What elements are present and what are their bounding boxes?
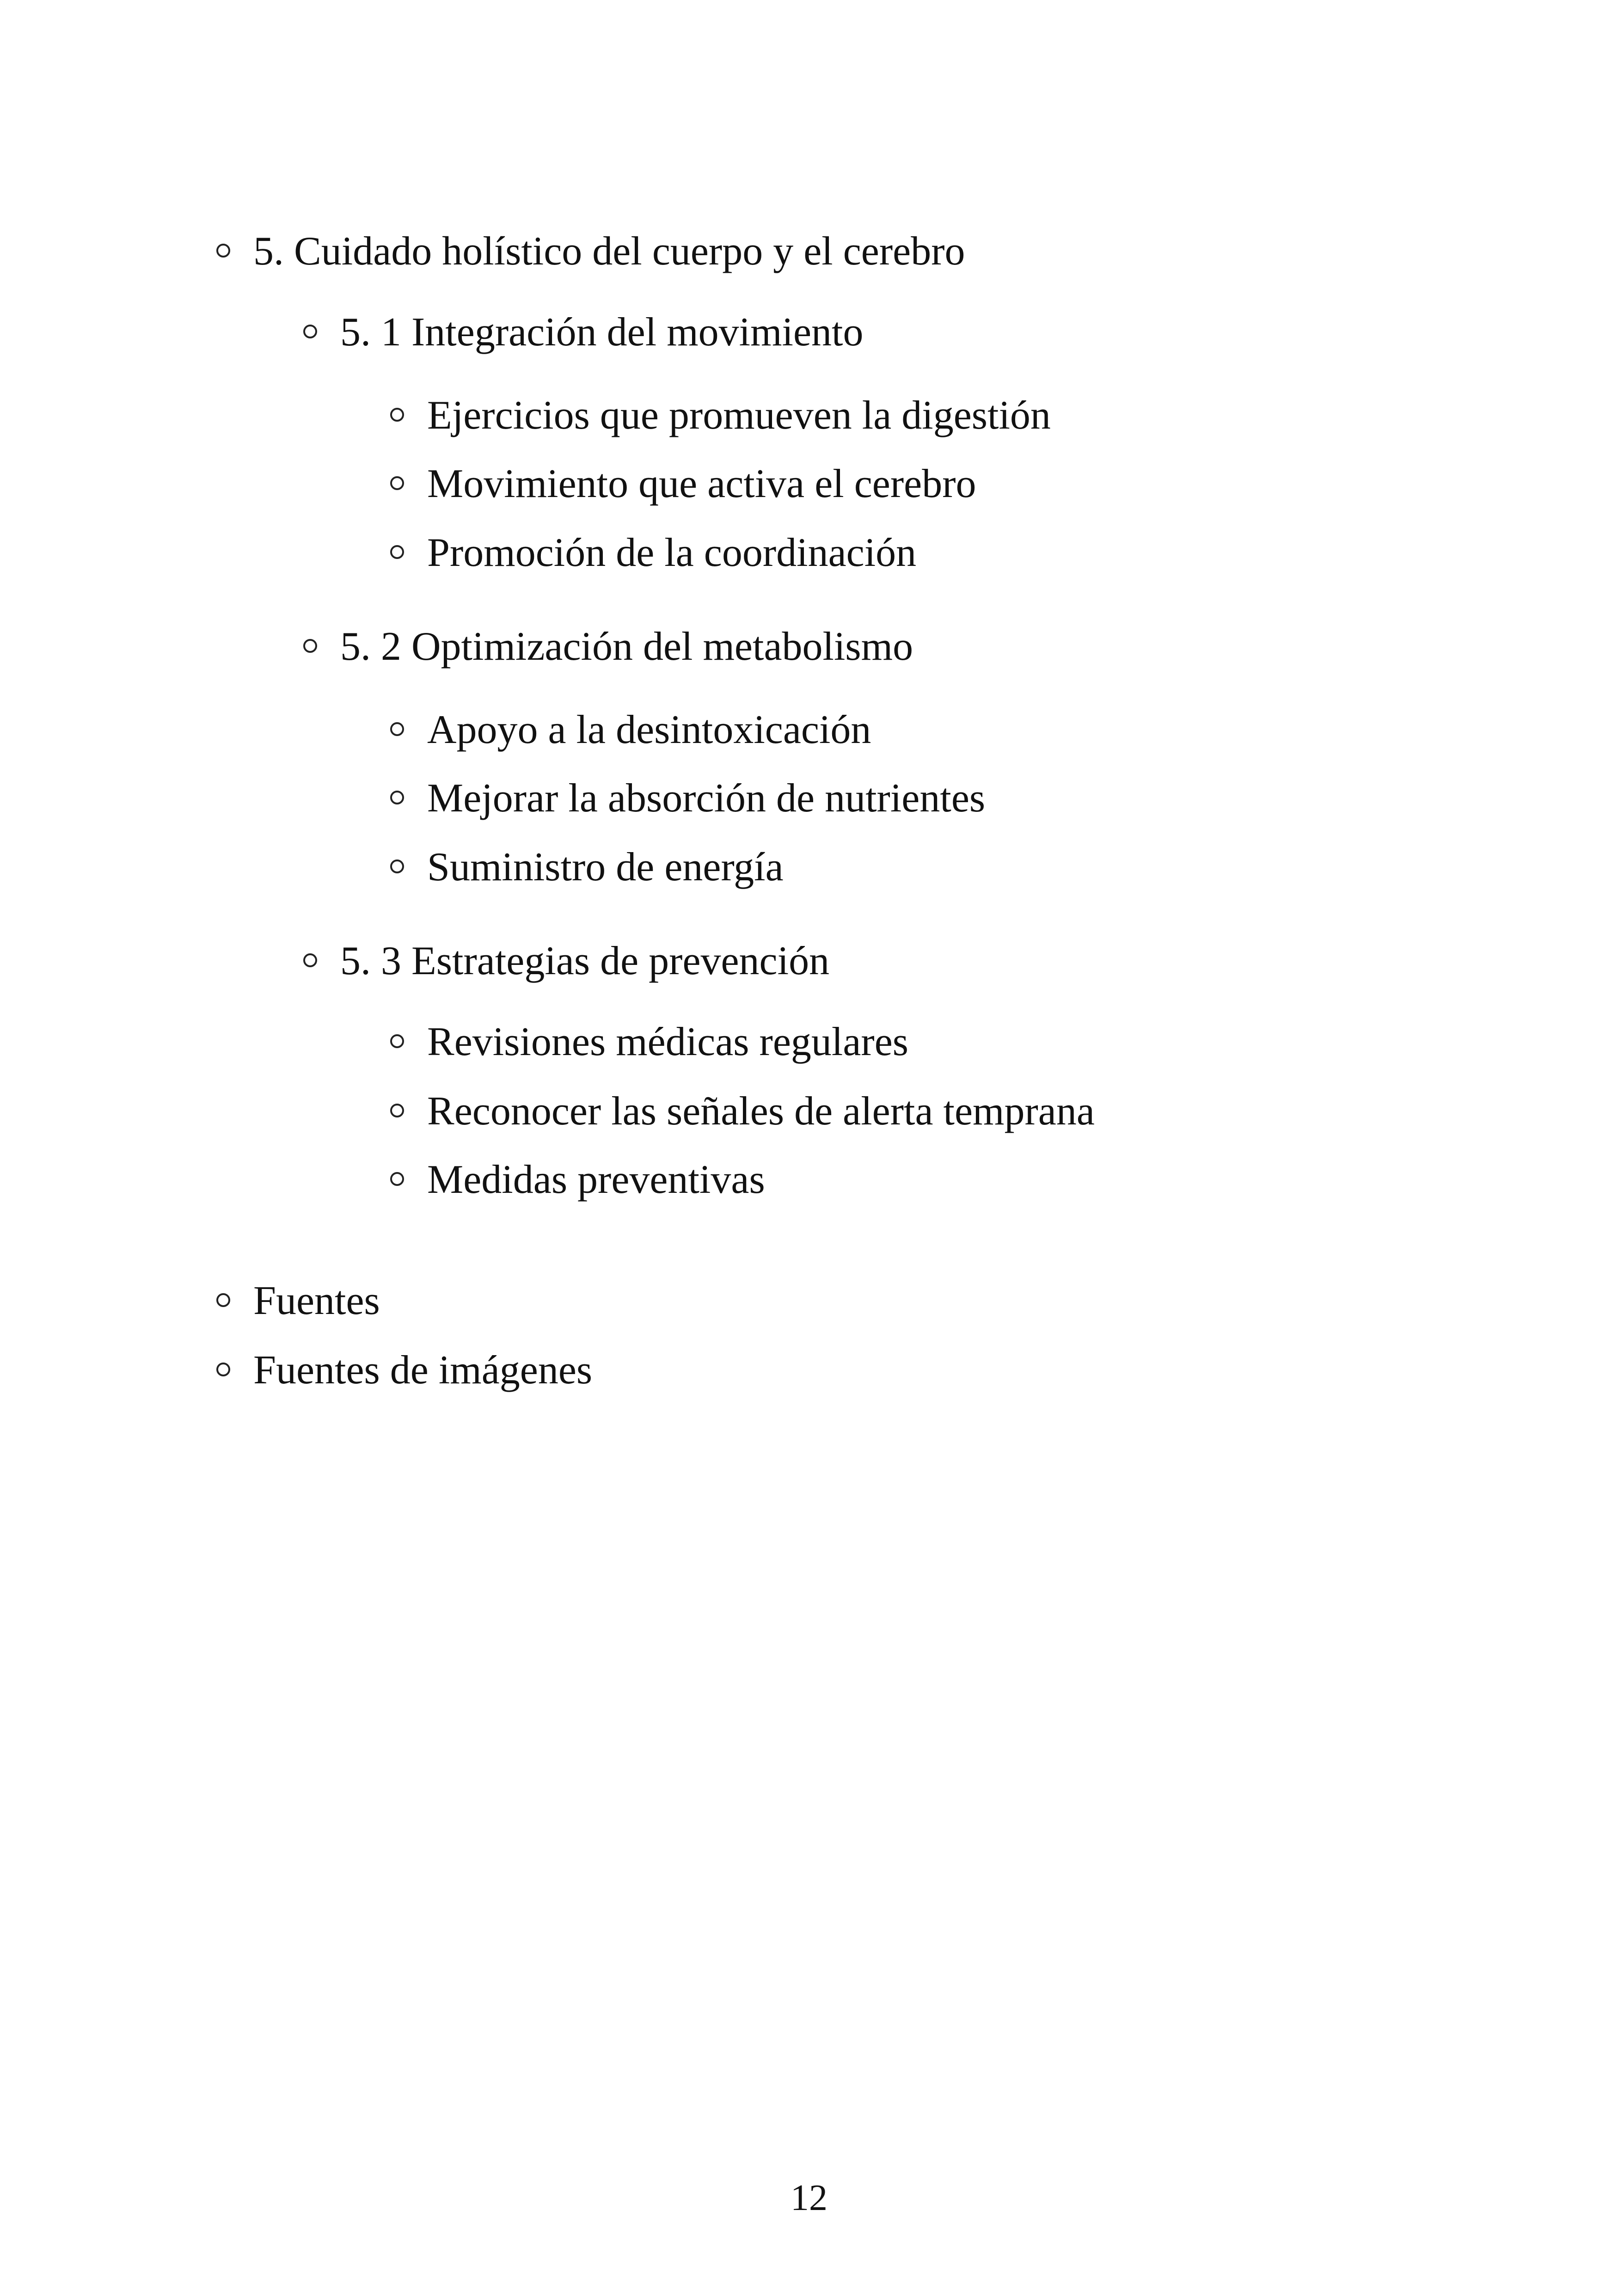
circle-bullet-icon: [390, 1104, 404, 1117]
toc-subsection-title: 5. 2 Optimización del metabolismo: [340, 624, 913, 669]
circle-bullet-icon: [216, 1363, 230, 1376]
toc-image-sources-label: Fuentes de imágenes: [253, 1348, 593, 1393]
toc-item-label: Movimiento que activa el cerebro: [427, 461, 976, 506]
toc-item: [390, 1091, 1095, 1132]
circle-bullet-icon: [303, 325, 317, 338]
toc-image-sources: [216, 1350, 592, 1391]
toc-item: [390, 847, 784, 888]
toc-item: [390, 707, 871, 752]
toc-item-label: Revisiones médicas regulares: [427, 1019, 909, 1064]
toc-sources-label: Fuentes: [253, 1278, 380, 1323]
circle-bullet-icon: [390, 1172, 404, 1186]
toc-sources: [216, 1278, 380, 1323]
toc-item: [390, 461, 976, 506]
toc-item: [390, 778, 985, 819]
toc-subsection-5-3: [303, 941, 829, 982]
toc-item-label: Reconocer las señales de alerta temprana: [427, 1089, 1095, 1134]
circle-bullet-icon: [390, 1034, 404, 1048]
toc-subsection-5-1: [303, 312, 864, 353]
circle-bullet-icon: [303, 953, 317, 967]
circle-bullet-icon: [390, 476, 404, 490]
circle-bullet-icon: [390, 722, 404, 736]
circle-bullet-icon: [216, 1293, 230, 1307]
toc-item-label: Suministro de energía: [427, 845, 784, 890]
toc-item: [390, 1019, 909, 1064]
toc-item: [390, 395, 1051, 436]
page-number: 12: [791, 2178, 827, 2218]
circle-bullet-icon: [390, 408, 404, 422]
circle-bullet-icon: [390, 859, 404, 873]
toc-section-title: 5. Cuidado holístico del cuerpo y el cerebro: [253, 229, 965, 274]
toc-subsection-title: 5. 1 Integración del movimiento: [340, 310, 864, 355]
toc-item: [390, 1157, 765, 1202]
toc-item: [390, 530, 917, 575]
circle-bullet-icon: [303, 639, 317, 653]
toc-item-label: Mejorar la absorción de nutrientes: [427, 776, 986, 821]
toc-section-5: [216, 231, 965, 272]
circle-bullet-icon: [390, 791, 404, 804]
circle-bullet-icon: [390, 545, 404, 559]
circle-bullet-icon: [216, 244, 230, 258]
toc-subsection-5-2: [303, 626, 913, 667]
toc-item-label: Ejercicios que promueven la digestión: [427, 393, 1051, 438]
toc-subsection-title: 5. 3 Estrategias de prevención: [340, 939, 830, 983]
toc-item-label: Promoción de la coordinación: [427, 530, 917, 575]
toc-item-label: Apoyo a la desintoxicación: [427, 707, 871, 752]
toc-item-label: Medidas preventivas: [427, 1157, 765, 1202]
